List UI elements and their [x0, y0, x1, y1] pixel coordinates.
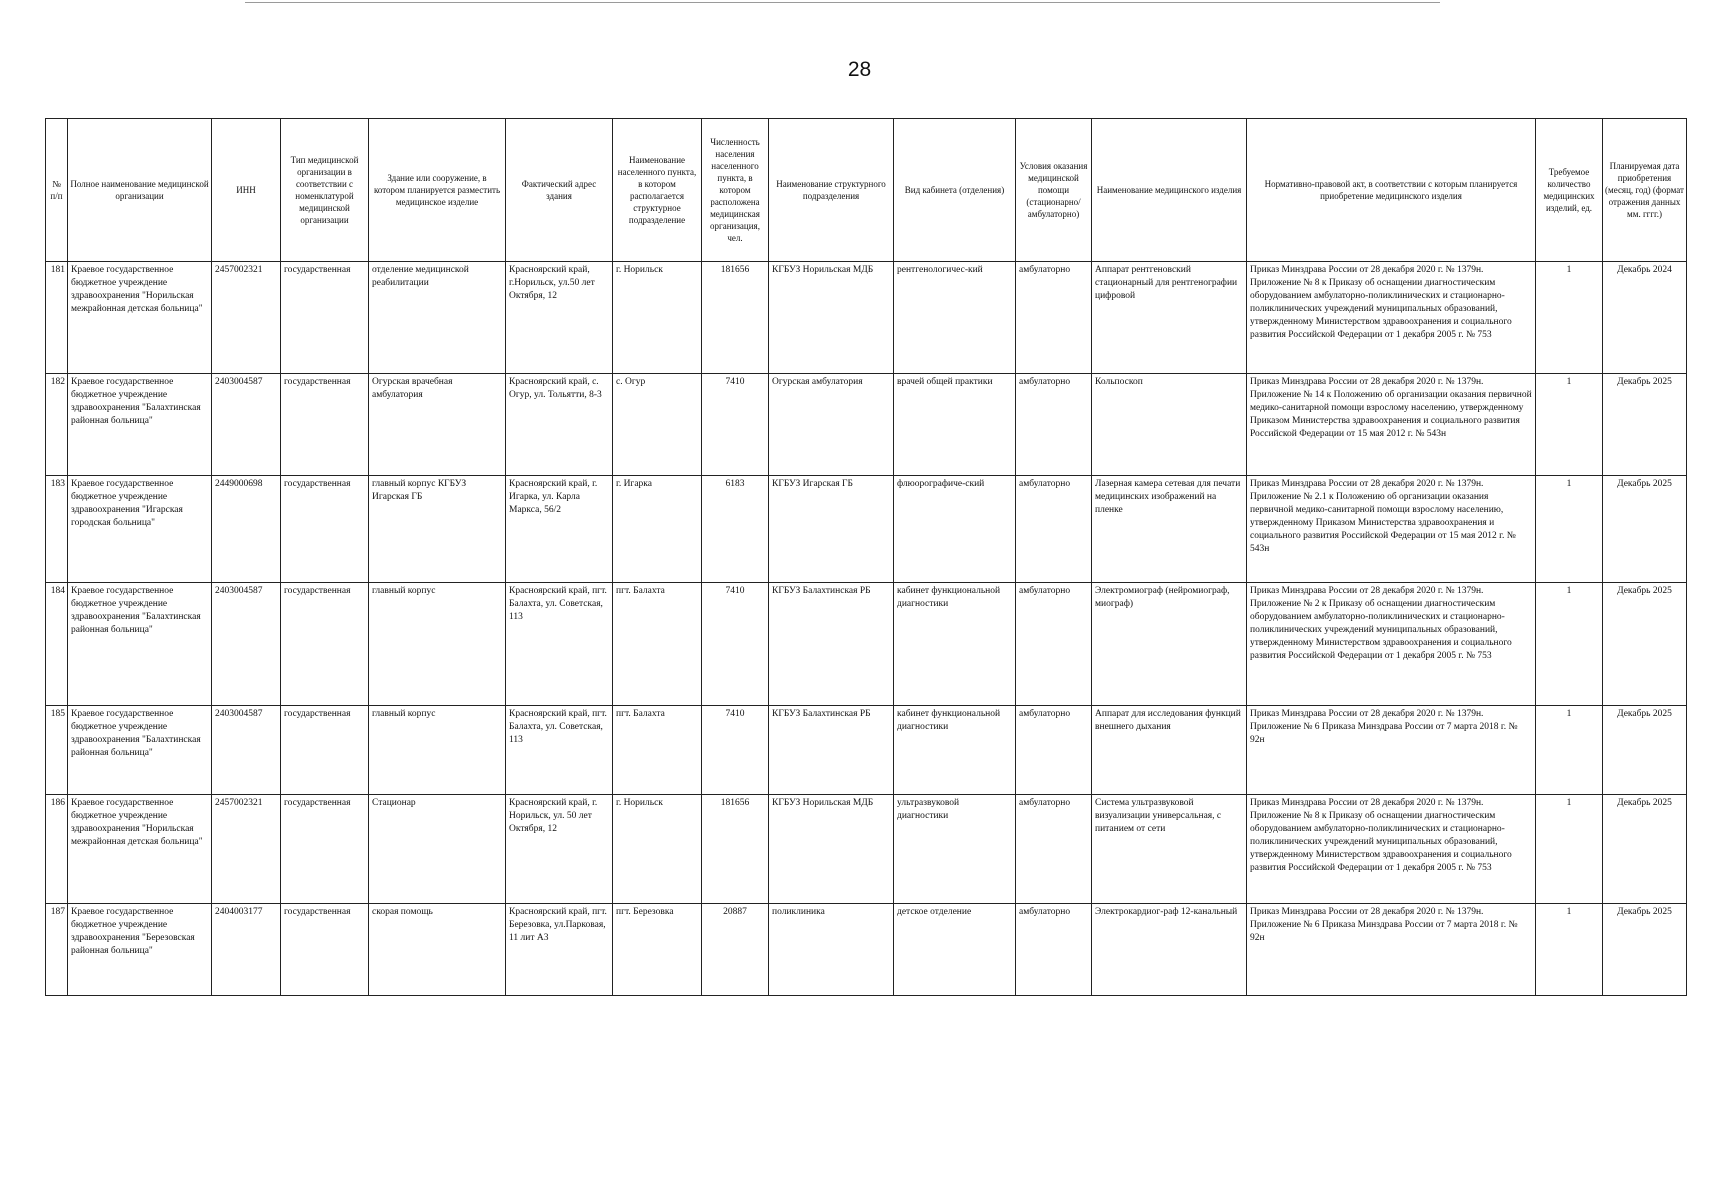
- cell-conditions: амбулаторно: [1016, 262, 1092, 374]
- table-row: [46, 476, 1687, 583]
- cell-act: Приказ Минздрава России от 28 декабря 2020 г. № 1379н. Приложение № 6 Приказа Минздрава России от 7 марта 2018 г. № 92н: [1247, 706, 1536, 795]
- cell-inn: 2404003177: [212, 904, 281, 996]
- cell-building: главный корпус КГБУЗ Игарская ГБ: [369, 476, 506, 583]
- cell-subdivision: поликлиника: [769, 904, 894, 996]
- table-row: [46, 904, 1687, 996]
- cell-num: 186: [46, 795, 68, 904]
- cell-act: Приказ Минздрава России от 28 декабря 2020 г. № 1379н. Приложение № 2.1 к Положению об организации оказания первичной медико-санитарной помощи взрослому населению, утвержденному Приказом Министерства здравоохранения и социального развития Российской Федерации от 15 мая 2012 г. № 543н: [1247, 476, 1536, 583]
- cell-subdivision: Огурская амбулатория: [769, 374, 894, 476]
- cell-address: Красноярский край, пгт. Березовка, ул.Парковая, 11 лит А3: [506, 904, 613, 996]
- cell-settlement: г. Игарка: [613, 476, 702, 583]
- cell-conditions: амбулаторно: [1016, 476, 1092, 583]
- cell-date: Декабрь 2025: [1603, 374, 1687, 476]
- cell-population: 181656: [702, 795, 769, 904]
- cell-inn: 2403004587: [212, 374, 281, 476]
- cell-device: Лазерная камера сетевая для печати медицинских изображений на пленке: [1092, 476, 1247, 583]
- cell-org: Краевое государственное бюджетное учреждение здравоохранения "Березовская районная больница": [68, 904, 212, 996]
- cell-conditions: амбулаторно: [1016, 374, 1092, 476]
- table-row: [46, 262, 1687, 374]
- header-cell-date: Планируемая дата приобретения (месяц, год) (формат отражения данных мм. гггг.): [1603, 119, 1687, 262]
- header-cell-org: Полное наименование медицинской организации: [68, 119, 212, 262]
- table-row: [46, 706, 1687, 795]
- cell-date: Декабрь 2025: [1603, 583, 1687, 706]
- cell-org: Краевое государственное бюджетное учреждение здравоохранения "Норильская межрайонная детская больница": [68, 795, 212, 904]
- cell-inn: 2457002321: [212, 262, 281, 374]
- cell-address: Красноярский край, г. Норильск, ул. 50 лет Октября, 12: [506, 795, 613, 904]
- cell-building: отделение медицинской реабилитации: [369, 262, 506, 374]
- cell-org: Краевое государственное бюджетное учреждение здравоохранения "Балахтинская районная больница": [68, 374, 212, 476]
- cell-address: Красноярский край, пгт. Балахта, ул. Советская, 113: [506, 706, 613, 795]
- cell-inn: 2449000698: [212, 476, 281, 583]
- cell-qty: 1: [1536, 262, 1603, 374]
- cell-subdivision: КГБУЗ Игарская ГБ: [769, 476, 894, 583]
- cell-inn: 2403004587: [212, 583, 281, 706]
- cell-population: 7410: [702, 583, 769, 706]
- cell-num: 187: [46, 904, 68, 996]
- cell-device: Электромиограф (нейромиограф, миограф): [1092, 583, 1247, 706]
- cell-address: Красноярский край, г. Игарка, ул. Карла Маркса, 56/2: [506, 476, 613, 583]
- cell-act: Приказ Минздрава России от 28 декабря 2020 г. № 1379н. Приложение № 8 к Приказу об оснащении диагностическим оборудованием амбулаторно-поликлинических и стационарно-поликлинических учреждений муниципальных образований, утвержденному Министерством здравоохранения и социального развития Российской Федерации от 1 декабря 2005 г. № 753: [1247, 795, 1536, 904]
- cell-cabinet: кабинет функциональной диагностики: [894, 706, 1016, 795]
- cell-qty: 1: [1536, 374, 1603, 476]
- cell-conditions: амбулаторно: [1016, 795, 1092, 904]
- cell-settlement: г. Норильск: [613, 795, 702, 904]
- cell-date: Декабрь 2025: [1603, 476, 1687, 583]
- cell-qty: 1: [1536, 706, 1603, 795]
- header-cell-num: № п/п: [46, 119, 68, 262]
- cell-settlement: пгт. Балахта: [613, 583, 702, 706]
- cell-population: 181656: [702, 262, 769, 374]
- cell-org: Краевое государственное бюджетное учреждение здравоохранения "Балахтинская районная больница": [68, 583, 212, 706]
- cell-date: Декабрь 2025: [1603, 706, 1687, 795]
- cell-subdivision: КГБУЗ Норильская МДБ: [769, 262, 894, 374]
- cell-settlement: пгт. Балахта: [613, 706, 702, 795]
- cell-device: Аппарат для исследования функций внешнего дыхания: [1092, 706, 1247, 795]
- page-number: 28: [847, 58, 872, 81]
- table-row: [46, 583, 1687, 706]
- cell-type: государственная: [281, 706, 369, 795]
- cell-qty: 1: [1536, 583, 1603, 706]
- header-cell-act: Нормативно-правовой акт, в соответствии с которым планируется приобретение медицинского изделия: [1247, 119, 1536, 262]
- header-cell-subdivision: Наименование структурного подразделения: [769, 119, 894, 262]
- header-cell-building: Здание или сооружение, в котором планируется разместить медицинское изделие: [369, 119, 506, 262]
- top-rule: [245, 2, 1440, 3]
- header-cell-cabinet: Вид кабинета (отделения): [894, 119, 1016, 262]
- cell-subdivision: КГБУЗ Балахтинская РБ: [769, 706, 894, 795]
- cell-qty: 1: [1536, 904, 1603, 996]
- cell-num: 182: [46, 374, 68, 476]
- cell-inn: 2457002321: [212, 795, 281, 904]
- cell-type: государственная: [281, 374, 369, 476]
- cell-date: Декабрь 2025: [1603, 904, 1687, 996]
- cell-cabinet: флюорографиче-ский: [894, 476, 1016, 583]
- cell-population: 6183: [702, 476, 769, 583]
- cell-type: государственная: [281, 904, 369, 996]
- cell-settlement: пгт. Березовка: [613, 904, 702, 996]
- cell-device: Аппарат рентгеновский стационарный для рентгенографии цифровой: [1092, 262, 1247, 374]
- cell-cabinet: рентгенологичес-кий: [894, 262, 1016, 374]
- cell-org: Краевое государственное бюджетное учреждение здравоохранения "Норильская межрайонная детская больница": [68, 262, 212, 374]
- medical-equipment-table: [45, 118, 1687, 996]
- cell-org: Краевое государственное бюджетное учреждение здравоохранения "Игарская городская больница": [68, 476, 212, 583]
- cell-num: 184: [46, 583, 68, 706]
- cell-cabinet: ультразвуковой диагностики: [894, 795, 1016, 904]
- cell-building: Огурская врачебная амбулатория: [369, 374, 506, 476]
- header-cell-address: Фактический адрес здания: [506, 119, 613, 262]
- cell-date: Декабрь 2024: [1603, 262, 1687, 374]
- cell-act: Приказ Минздрава России от 28 декабря 2020 г. № 1379н. Приложение № 2 к Приказу об оснащении диагностическим оборудованием амбулаторно-поликлинических и стационарно-поликлинических учреждений муниципальных образований, утвержденному Министерством здравоохранения и социального развития Российской Федерации от 1 декабря 2005 г. № 753: [1247, 583, 1536, 706]
- cell-conditions: амбулаторно: [1016, 583, 1092, 706]
- cell-building: скорая помощь: [369, 904, 506, 996]
- cell-type: государственная: [281, 795, 369, 904]
- cell-settlement: с. Огур: [613, 374, 702, 476]
- table-row: [46, 374, 1687, 476]
- cell-population: 7410: [702, 374, 769, 476]
- cell-num: 181: [46, 262, 68, 374]
- table-row: [46, 795, 1687, 904]
- cell-org: Краевое государственное бюджетное учреждение здравоохранения "Балахтинская районная больница": [68, 706, 212, 795]
- cell-type: государственная: [281, 583, 369, 706]
- cell-type: государственная: [281, 262, 369, 374]
- cell-qty: 1: [1536, 476, 1603, 583]
- cell-building: главный корпус: [369, 706, 506, 795]
- cell-qty: 1: [1536, 795, 1603, 904]
- cell-address: Красноярский край, с. Огур, ул. Тольятти, 8-3: [506, 374, 613, 476]
- cell-building: Стационар: [369, 795, 506, 904]
- header-cell-inn: ИНН: [212, 119, 281, 262]
- cell-num: 183: [46, 476, 68, 583]
- cell-subdivision: КГБУЗ Норильская МДБ: [769, 795, 894, 904]
- cell-act: Приказ Минздрава России от 28 декабря 2020 г. № 1379н. Приложение № 8 к Приказу об оснащении диагностическим оборудованием амбулаторно-поликлинических и стационарно-поликлинических учреждений муниципальных образований, утвержденному Министерством здравоохранения и социального развития Российской Федерации от 1 декабря 2005 г. № 753: [1247, 262, 1536, 374]
- cell-settlement: г. Норильск: [613, 262, 702, 374]
- cell-type: государственная: [281, 476, 369, 583]
- header-cell-conditions: Условия оказания медицинской помощи (стационарно/ амбулаторно): [1016, 119, 1092, 262]
- cell-cabinet: кабинет функциональной диагностики: [894, 583, 1016, 706]
- cell-act: Приказ Минздрава России от 28 декабря 2020 г. № 1379н. Приложение № 14 к Положению об организации оказания первичной медико-санитарной помощи взрослому населению, утвержденному Приказом Министерства здравоохранения и социального развития Российской Федерации от 15 мая 2012 г. № 543н: [1247, 374, 1536, 476]
- header-cell-settlement: Наименование населенного пункта, в котором располагается структурное подразделение: [613, 119, 702, 262]
- cell-device: Система ультразвуковой визуализации универсальная, с питанием от сети: [1092, 795, 1247, 904]
- header-row: [46, 119, 1687, 262]
- header-cell-device: Наименование медицинского изделия: [1092, 119, 1247, 262]
- cell-cabinet: детское отделение: [894, 904, 1016, 996]
- cell-population: 7410: [702, 706, 769, 795]
- cell-conditions: амбулаторно: [1016, 706, 1092, 795]
- cell-conditions: амбулаторно: [1016, 904, 1092, 996]
- cell-num: 185: [46, 706, 68, 795]
- cell-address: Красноярский край, пгт. Балахта, ул. Советская, 113: [506, 583, 613, 706]
- cell-device: Кольпоскоп: [1092, 374, 1247, 476]
- cell-address: Красноярский край, г.Норильск, ул.50 лет Октября, 12: [506, 262, 613, 374]
- header-cell-population: Численность населения населенного пункта, в котором расположена медицинская организация, чел.: [702, 119, 769, 262]
- cell-subdivision: КГБУЗ Балахтинская РБ: [769, 583, 894, 706]
- cell-cabinet: врачей общей практики: [894, 374, 1016, 476]
- cell-building: главный корпус: [369, 583, 506, 706]
- header-cell-qty: Требуемое количество медицинских изделий, ед.: [1536, 119, 1603, 262]
- cell-date: Декабрь 2025: [1603, 795, 1687, 904]
- header-cell-type: Тип медицинской организации в соответствии с номенклатурой медицинской организации: [281, 119, 369, 262]
- cell-inn: 2403004587: [212, 706, 281, 795]
- cell-population: 20887: [702, 904, 769, 996]
- cell-act: Приказ Минздрава России от 28 декабря 2020 г. № 1379н. Приложение № 6 Приказа Минздрава России от 7 марта 2018 г. № 92н: [1247, 904, 1536, 996]
- cell-device: Электрокардиог-раф 12-канальный: [1092, 904, 1247, 996]
